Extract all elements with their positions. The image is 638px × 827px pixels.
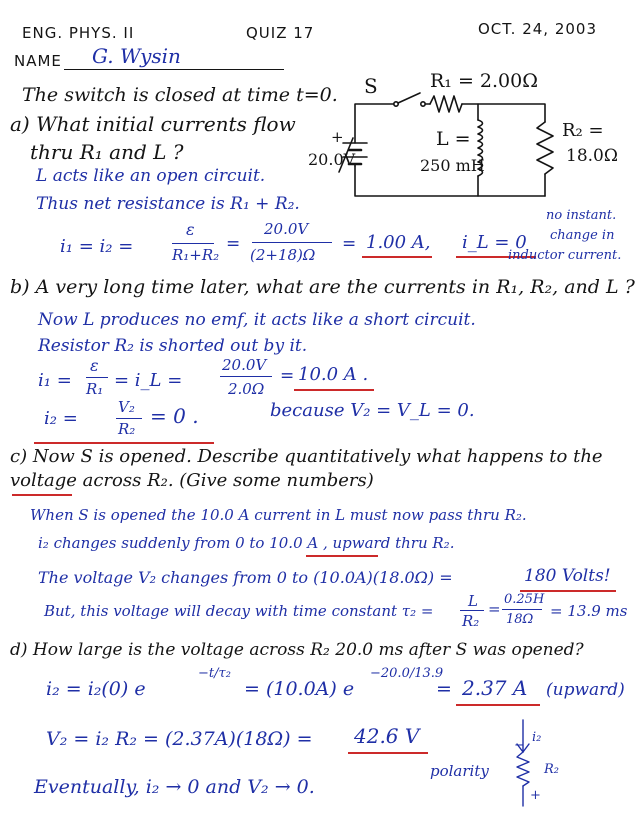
student-name: G. Wysin bbox=[92, 44, 181, 68]
inductor-label: L = bbox=[436, 128, 471, 150]
part-a-eq-denominator: R₁+R₂ bbox=[172, 246, 220, 264]
part-b-answer-line1: Now L produces no emf, it acts like a short circuit. bbox=[38, 310, 476, 330]
equals-sign: = bbox=[226, 234, 241, 254]
part-b-eq1-result: 10.0 A . bbox=[298, 364, 369, 385]
part-c-line4: But, this voltage will decay with time constant τ₂ = bbox=[44, 602, 434, 620]
part-c-tau-numerator: L bbox=[468, 592, 478, 610]
part-c-line3: The voltage V₂ changes from 0 to (10.0A)(18.0Ω) = bbox=[38, 568, 453, 587]
polarity-plus: + bbox=[530, 788, 541, 803]
r2-label: R₂ = bbox=[562, 120, 604, 141]
part-d-current-result: 2.37 A bbox=[462, 676, 528, 700]
part-c-question-line1: c) Now S is opened. Describe quantitatively what happens to the bbox=[10, 446, 603, 467]
quiz-date: OCT. 24, 2003 bbox=[478, 20, 597, 38]
polarity-minus: − bbox=[514, 738, 525, 753]
equals-sign: = bbox=[342, 234, 357, 254]
part-d-question: d) How large is the voltage across R₂ 20.0 ms after S was opened? bbox=[10, 640, 584, 660]
part-c-tau-denominator: R₂ bbox=[462, 612, 480, 630]
part-b-eq2-denominator: R₂ bbox=[118, 420, 136, 438]
part-c-tau-numerator2: 0.25H bbox=[504, 592, 545, 607]
part-d-eq1-mid: = (10.0A) e bbox=[244, 678, 355, 700]
inductor-value: 250 mH bbox=[420, 156, 485, 175]
part-b-eq1-numerator2: 20.0V bbox=[222, 356, 267, 374]
part-d-eventually: Eventually, i₂ → 0 and V₂ → 0. bbox=[34, 776, 315, 798]
part-c-line1: When S is opened the 10.0 A current in L must now pass thru R₂. bbox=[30, 506, 527, 524]
equals-sign: = bbox=[280, 366, 295, 386]
part-b-answer-line2: Resistor R₂ is shorted out by it. bbox=[38, 336, 308, 356]
part-c-tau-result: = 13.9 ms bbox=[550, 602, 628, 620]
name-label: NAME bbox=[14, 52, 62, 70]
intro-statement: The switch is closed at time t=0. bbox=[22, 84, 338, 106]
r1-label: R₁ = 2.00Ω bbox=[430, 70, 538, 92]
part-b-eq1-mid: = i_L = bbox=[114, 370, 183, 391]
part-c-line2: i₂ changes suddenly from 0 to 10.0 A , upward thru R₂. bbox=[38, 534, 455, 552]
part-a-question-line1: a) What initial currents flow bbox=[10, 112, 296, 136]
part-d-eq2: V₂ = i₂ R₂ = (2.37A)(18Ω) = bbox=[46, 728, 313, 750]
part-d-direction: (upward) bbox=[546, 680, 625, 700]
part-c-question-line2: voltage across R₂. (Give some numbers) bbox=[10, 470, 374, 491]
battery-plus-sign: + bbox=[331, 128, 344, 146]
part-b-because: because V₂ = V_L = 0. bbox=[270, 400, 475, 421]
polarity-resistor-label: R₂ bbox=[544, 762, 559, 777]
polarity-label: polarity bbox=[430, 762, 489, 780]
r2-value: 18.0Ω bbox=[566, 146, 618, 166]
part-b-eq2-lhs: i₂ = bbox=[44, 408, 78, 429]
part-a-eq-lhs: i₁ = i₂ = bbox=[60, 236, 134, 257]
part-d-eq1-exponent: −t/τ₂ bbox=[198, 666, 231, 681]
part-a-eq-numerator2: 20.0V bbox=[264, 220, 309, 238]
polarity-current-label: i₂ bbox=[532, 730, 542, 745]
part-d-eq1-exponent2: −20.0/13.9 bbox=[370, 666, 444, 681]
part-c-peak-voltage: 180 Volts! bbox=[524, 566, 611, 586]
part-b-eq2-result: = 0 . bbox=[150, 404, 199, 428]
part-b-eq1-numerator: ε bbox=[90, 356, 99, 375]
equals-sign: = bbox=[488, 600, 501, 618]
part-b-eq1-lhs: i₁ = bbox=[38, 370, 72, 391]
part-d-voltage-result: 42.6 V bbox=[354, 724, 420, 748]
switch-label: S bbox=[364, 74, 378, 98]
part-c-tau-denominator2: 18Ω bbox=[506, 612, 534, 627]
course-title: ENG. PHYS. II bbox=[22, 24, 135, 42]
part-a-answer-line1: L acts like an open circuit. bbox=[36, 166, 266, 186]
part-b-eq1-denominator: R₁ bbox=[86, 380, 104, 398]
part-a-note-line1: no instant. bbox=[546, 208, 617, 223]
part-a-eq-denominator2: (2+18)Ω bbox=[250, 246, 316, 264]
part-a-answer-line2: Thus net resistance is R₁ + R₂. bbox=[36, 194, 300, 214]
equals-sign: = bbox=[436, 678, 452, 700]
battery-voltage: 20.0V bbox=[308, 150, 356, 169]
part-a-question-line2: thru R₁ and L ? bbox=[30, 140, 184, 164]
part-a-note-line2: change in bbox=[550, 228, 615, 243]
part-a-note-line3: inductor current. bbox=[508, 248, 622, 263]
part-b-eq2-numerator: V₂ bbox=[118, 398, 135, 416]
part-a-eq-numerator: ε bbox=[186, 220, 195, 239]
part-b-question: b) A very long time later, what are the currents in R₁, R₂, and L ? bbox=[10, 276, 635, 298]
part-a-result: 1.00 A, bbox=[366, 232, 431, 253]
quiz-number: QUIZ 17 bbox=[246, 24, 315, 42]
part-d-eq1-lhs: i₂ = i₂(0) e bbox=[46, 678, 146, 700]
part-b-eq1-denominator2: 2.0Ω bbox=[228, 380, 265, 398]
part-a-inductor-current: i_L = 0 bbox=[462, 232, 527, 253]
